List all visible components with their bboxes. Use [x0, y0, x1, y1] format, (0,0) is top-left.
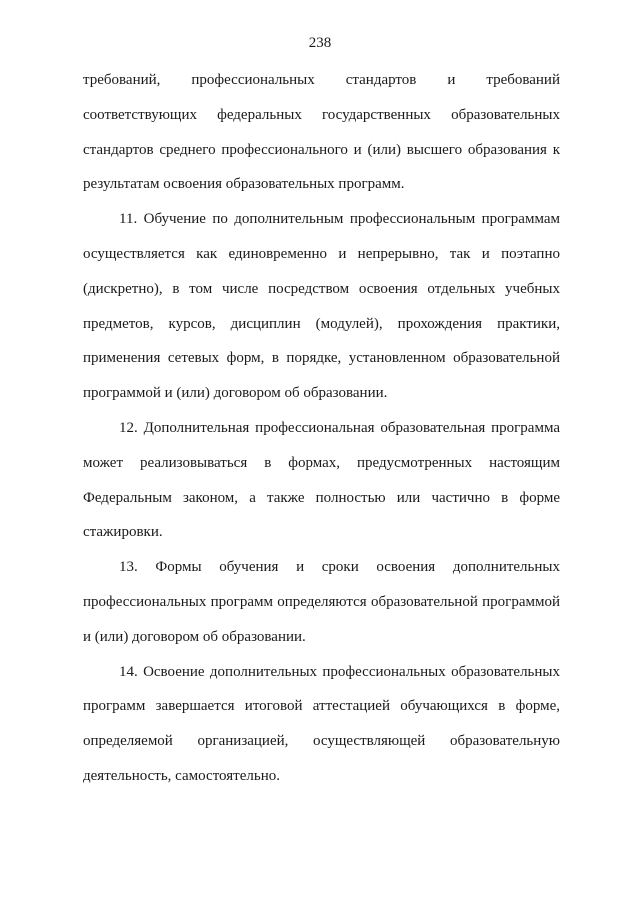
paragraph-13 — [83, 550, 560, 654]
text-line: соответствующих федеральных государственных образовательных — [83, 106, 560, 123]
text-line: 14. Освоение дополнительных профессиональных образовательных — [119, 663, 560, 680]
text-line: осуществляется как единовременно и непрерывно, так и поэтапно — [83, 245, 560, 262]
paragraph-14 — [83, 655, 560, 794]
text-line: стажировки. — [83, 524, 163, 541]
paragraph-continuation — [83, 63, 560, 202]
text-line: программой и (или) договором об образовании. — [83, 385, 388, 402]
text-line: 12. Дополнительная профессиональная образовательная программа — [119, 419, 560, 436]
text-line: 13. Формы обучения и сроки освоения дополнительных — [119, 559, 560, 576]
text-line: и (или) договором об образовании. — [83, 628, 306, 645]
text-line: предметов, курсов, дисциплин (модулей), прохождения практики, — [83, 315, 560, 332]
text-line: требований, профессиональных стандартов и требований — [83, 72, 560, 88]
text-line: стандартов среднего профессионального и (или) высшего образования к — [83, 141, 560, 158]
text-line: может реализовываться в формах, предусмотренных настоящим — [83, 454, 560, 471]
text-line: деятельность, самостоятельно. — [83, 767, 280, 784]
document-body — [83, 63, 560, 794]
paragraph-12 — [83, 411, 560, 550]
paragraph-11 — [83, 202, 560, 411]
text-line: определяемой организацией, осуществляющей образовательную — [83, 733, 560, 750]
text-line: программ завершается итоговой аттестацией обучающихся в форме, — [83, 698, 560, 715]
text-line: (дискретно), в том числе посредством освоения отдельных учебных — [83, 280, 560, 297]
text-line: результатам освоения образовательных программ. — [83, 176, 405, 193]
text-line: профессиональных программ определяются образовательной программой — [83, 593, 560, 610]
page-number: 238 — [308, 35, 332, 51]
text-line: 11. Обучение по дополнительным профессиональным программам — [119, 211, 560, 228]
text-line: Федеральным законом, а также полностью или частично в форме — [83, 489, 560, 506]
text-line: применения сетевых форм, в порядке, установленном образовательной — [83, 350, 560, 367]
